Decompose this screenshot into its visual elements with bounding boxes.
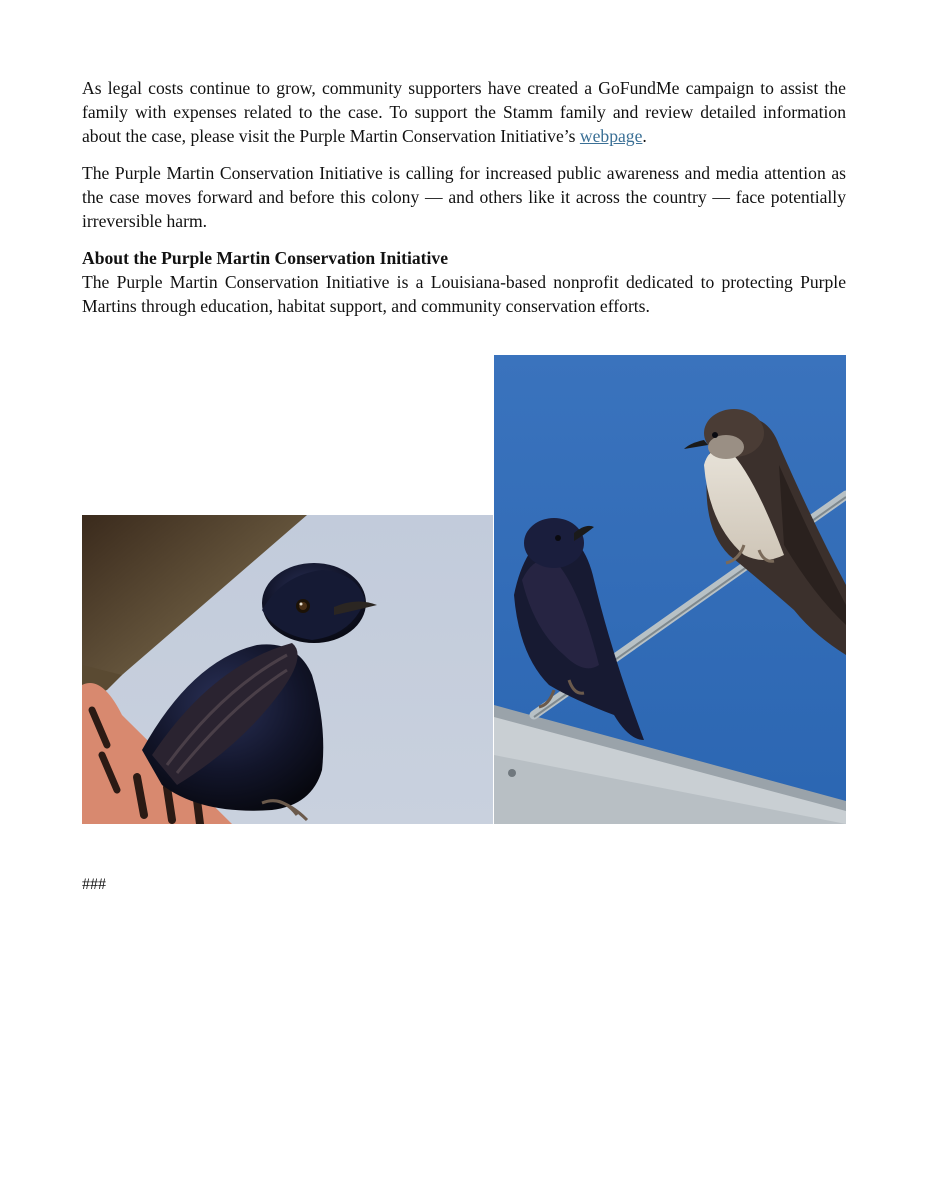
paragraph-gofundme-text: As legal costs continue to grow, community supporters have created a GoFundMe campaign to assist the family with expenses related to the case. To support the Stamm family and review detailed information about the case, please visit the Purple Martin Conservation Initiative’s <box>82 78 846 146</box>
photo-purple-martin-pair-on-wire <box>494 355 846 824</box>
about-section <box>82 246 846 318</box>
photo-purple-martin-on-gourd <box>82 515 493 824</box>
paragraph-gofundme-end: . <box>642 126 647 146</box>
end-marker: ### <box>82 876 106 893</box>
paragraph-awareness: The Purple Martin Conservation Initiative is calling for increased public awareness and media attention as the case moves forward and before this colony — and others like it across the country — face potentially irreversible harm. <box>82 163 846 231</box>
webpage-link[interactable]: webpage <box>579 126 643 146</box>
about-heading: About the Purple Martin Conservation Initiative <box>82 248 449 268</box>
photo-right-illustration <box>494 355 846 824</box>
about-text: The Purple Martin Conservation Initiative is a Louisiana-based nonprofit dedicated to protecting Purple Martins through education, habitat support, and community conservation efforts. <box>82 272 846 316</box>
paragraph-gofundme <box>82 76 846 148</box>
photo-left-illustration <box>82 515 493 824</box>
